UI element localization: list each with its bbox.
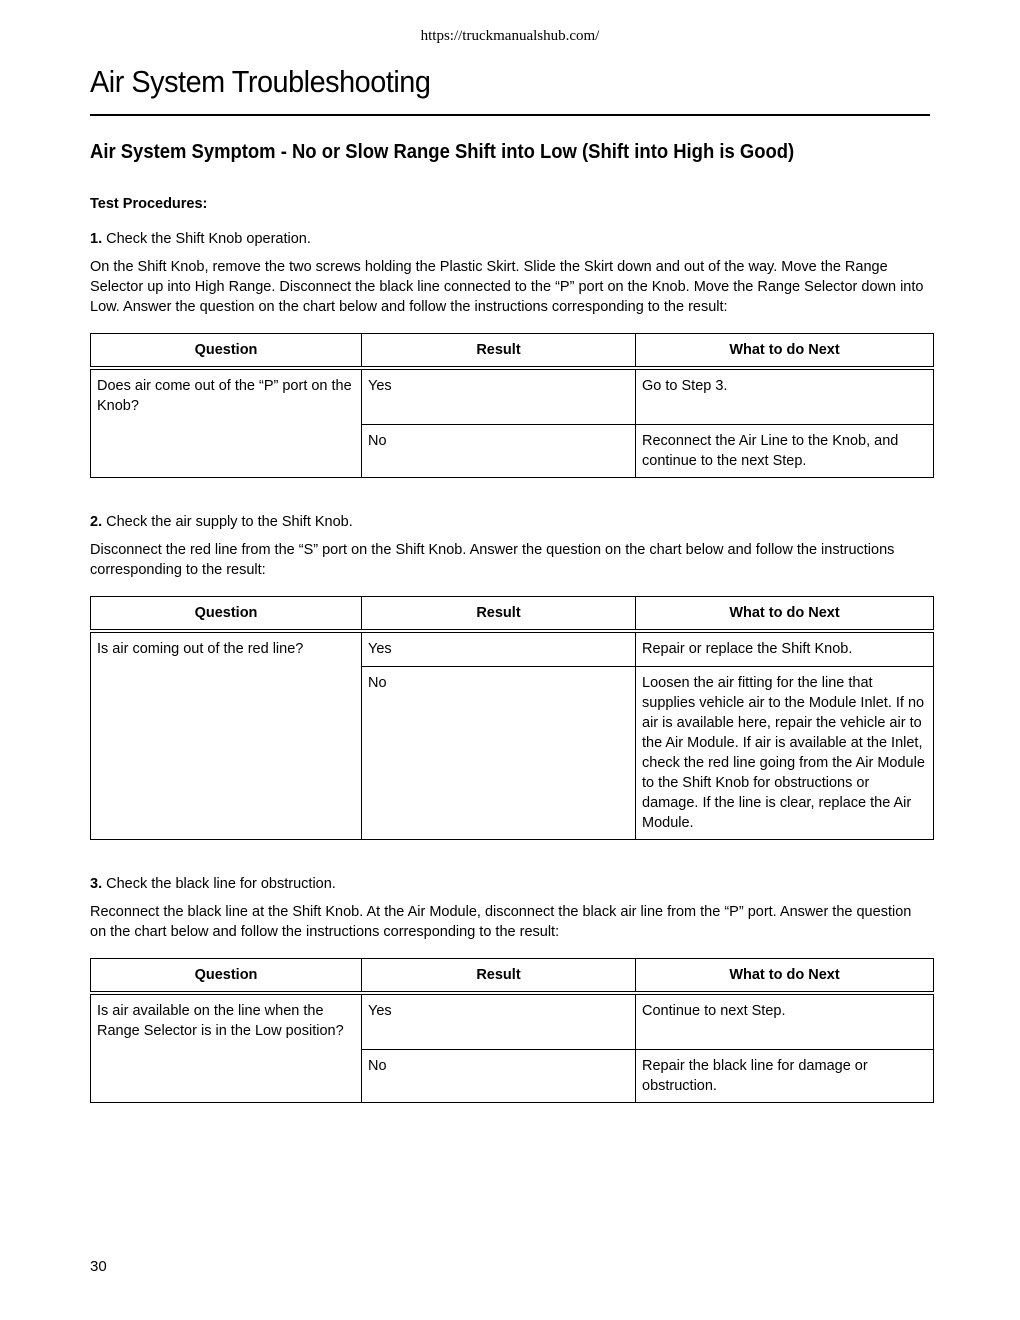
result-cell: Yes (362, 993, 636, 1049)
result-cell: Yes (362, 368, 636, 424)
step-2-description: Disconnect the red line from the “S” port on the Shift Knob. Answer the question on the chart below and follow the instructions corresponding to the result: (90, 541, 895, 578)
question-header: Question (91, 334, 362, 369)
page-title: Air System Troubleshooting (90, 64, 431, 99)
result-cell: No (362, 424, 636, 477)
table-header-row (91, 334, 934, 369)
next-cell: Repair or replace the Shift Knob. (636, 631, 934, 667)
page-content (90, 64, 930, 1103)
section-title: Air System Symptom - No or Slow Range Shift into Low (Shift into High is Good) (90, 140, 795, 163)
step-1-heading (90, 231, 930, 247)
page-number: 30 (90, 1258, 107, 1275)
result-header: Result (362, 334, 636, 369)
step-3-heading (90, 876, 930, 892)
table-row (91, 368, 934, 424)
question-header: Question (91, 959, 362, 994)
result-header: Result (362, 596, 636, 631)
step-3-description: Reconnect the black line at the Shift Knob. At the Air Module, disconnect the black air line from the “P” port. Answer the question on the chart below and follow the instructions corresponding to the result: (90, 904, 912, 940)
next-cell: Reconnect the Air Line to the Knob, and continue to the next Step. (636, 424, 934, 477)
title-divider (90, 114, 930, 116)
table-row (91, 631, 934, 667)
result-header: Result (362, 959, 636, 994)
next-header: What to do Next (636, 959, 934, 994)
next-cell: Repair the black line for damage or obstruction. (636, 1049, 934, 1102)
step-title: Check the black line for obstruction. (106, 876, 336, 892)
step-title: Check the Shift Knob operation. (106, 231, 311, 247)
question-cell: Is air coming out of the red line? (91, 631, 362, 840)
step-2-heading (90, 514, 930, 530)
question-cell: Does air come out of the “P” port on the Knob? (91, 368, 362, 477)
question-cell: Is air available on the line when the Range Selector is in the Low position? (91, 993, 362, 1102)
step-number: 2. (90, 513, 103, 530)
next-header: What to do Next (636, 334, 934, 369)
question-header: Question (91, 596, 362, 631)
next-cell: Go to Step 3. (636, 368, 934, 424)
result-cell: Yes (362, 631, 636, 667)
step-3-table (90, 958, 934, 1103)
step-title: Check the air supply to the Shift Knob. (106, 513, 353, 530)
result-cell: No (362, 667, 636, 840)
next-header: What to do Next (636, 596, 934, 631)
step-number: 3. (90, 876, 103, 892)
next-cell: Continue to next Step. (636, 993, 934, 1049)
next-cell: Loosen the air fitting for the line that supplies vehicle air to the Module Inlet. If no air is available here, repair the vehicle air to the Air Module. If air is available at the Inlet, check the red line going from the Air Module to the Shift Knob for obstructions or damage. If the line is clear, replace the Air Module. (636, 667, 934, 840)
step-number: 1. (90, 231, 103, 247)
step-1-table (90, 333, 934, 478)
source-url: https://truckmanualshub.com/ (420, 28, 600, 44)
test-procedures-label: Test Procedures: (90, 196, 208, 212)
table-row (91, 993, 934, 1049)
table-header-row (91, 959, 934, 994)
step-2-table (90, 596, 934, 841)
result-cell: No (362, 1049, 636, 1102)
table-header-row (91, 596, 934, 631)
step-1-description: On the Shift Knob, remove the two screws holding the Plastic Skirt. Slide the Skirt down and out of the way. Move the Range Selector up into High Range. Disconnect the black line connected to the “P” port on the Knob. Move the Range Selector down into Low. Answer the question on the chart below and follow the instructions corresponding to the result: (90, 259, 924, 315)
